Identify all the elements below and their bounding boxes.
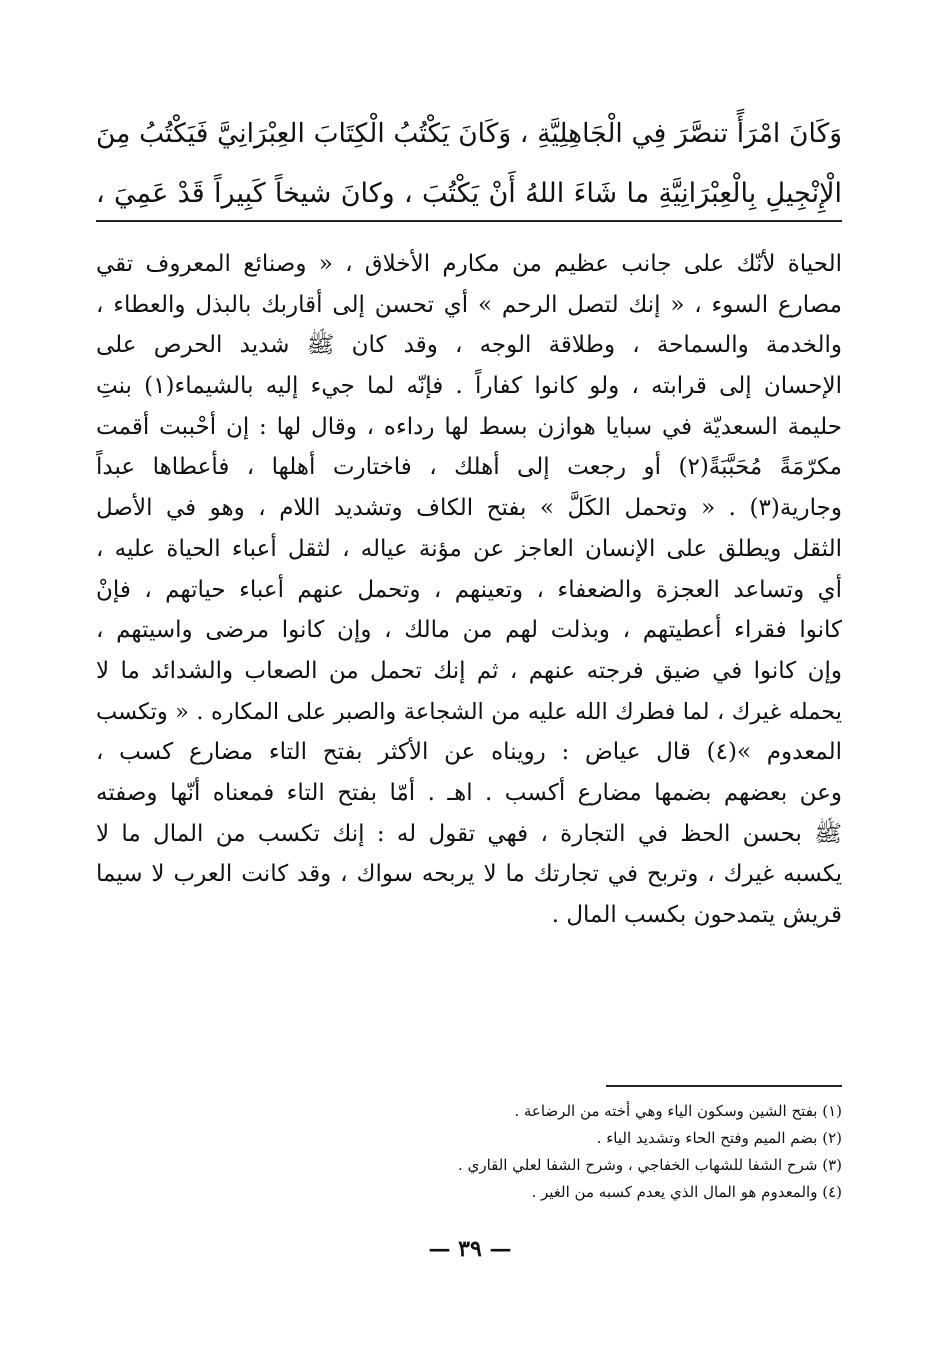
text-line: كانوا فقراء أعطيتهم ، وبذلت لهم من مالك ، وإن كانوا مرضى واسيتهم ، bbox=[96, 617, 842, 644]
text-line: المعدوم »(٤) قال عياض : رويناه عن الأكثر بفتح التاء مضارع كسب ، bbox=[96, 739, 842, 766]
text-line: الإحسان إلى قرابته ، ولو كانوا كفاراً . فإنّه لما جيء إليه بالشيماء(١) بنتِ bbox=[96, 373, 842, 400]
text-line: ﷺ بحسن الحظ في التجارة ، فهي تقول له : إنك تكسب من المال ما لا bbox=[96, 820, 842, 847]
text-line: الحياة لأنّك على جانب عظيم من مكارم الأخلاق ، « وصنائع المعروف تقي bbox=[96, 251, 842, 277]
commentary-text bbox=[96, 244, 842, 936]
quoted-passage bbox=[96, 104, 842, 224]
text-line: قريش يتمدحون بكسب المال . bbox=[551, 902, 842, 928]
page-number: — ٣٩ — bbox=[428, 1236, 512, 1262]
footnotes bbox=[300, 1098, 842, 1206]
quote-line: الْإِنْجِيلِ بِالْعِبْرَانِيَّةِ ما شَاءَ اللهُ أَنْ يَكْتُبَ ، وكانَ شيخاً كَبِيراً قَدْ عَمِيَ ، bbox=[96, 178, 842, 209]
footnote-separator bbox=[606, 1085, 842, 1087]
text-line: يكسبه غيرك ، وتربح في تجارتك ما لا يربحه سواك ، وقد كانت العرب لا سيما bbox=[96, 861, 842, 888]
text-line: أي وتساعد العجزة والضعفاء ، وتعينهم ، وتحمل عنهم أعباء حياتهم ، فإنْ bbox=[96, 576, 842, 603]
quote-line: وَكَانَ امْرَأً تنصَّرَ فِي الْجَاهِلِيَّةِ ، وَكَانَ يَكْتُبُ الْكِتَابَ العِبْرَانِيَّ فَيَكْتُبُ مِنَ bbox=[96, 118, 842, 149]
text-line: يحمله غيرك ، لما فطرك الله عليه من الشجاعة والصبر على المكاره . « وتكسب bbox=[96, 698, 842, 725]
text-line: مكرّمَةً مُحَبَّبَةً(٢) أو رجعت إلى أهلك ، فاختارت أهلها ، فأعطاها عبداً bbox=[96, 454, 842, 481]
text-line: وإن كانوا في ضيق فرجته عنهم ، ثم إنك تحمل من الصعاب والشدائد ما لا bbox=[96, 657, 842, 684]
footnote-2: (٢) بضم الميم وفتح الحاء وتشديد الياء . bbox=[596, 1129, 842, 1147]
text-line: وعن بعضهم بضمها مضارع أكسب . اهـ . أمّا بفتح التاء فمعناه أنّها وصفته bbox=[96, 779, 842, 806]
text-line: مصارع السوء ، « إنك لتصل الرحم » أي تحسن إلى أقاربك بالبذل والعطاء ، bbox=[96, 291, 842, 318]
footnote-4: (٤) والمعدوم هو المال الذي يعدم كسبه من الغير . bbox=[531, 1183, 842, 1201]
footnote-3: (٣) شرح الشفا للشهاب الخفاجي ، وشرح الشفا لعلي القاري . bbox=[458, 1156, 842, 1174]
text-line: الثقل ويطلق على الإنسان العاجز عن مؤنة عياله ، لثقل أعباء الحياة عليه ، bbox=[96, 535, 842, 562]
text-line: حليمة السعديّة في سبايا هوازن بسط لها رداءه ، وقال لها : إن أحْببت أقمت bbox=[96, 413, 842, 440]
text-line: وجارية(٣) . « وتحمل الكَلَّ » بفتح الكاف وتشديد اللام ، وهو في الأصل bbox=[96, 495, 842, 522]
footnote-1: (١) بفتح الشين وسكون الياء وهي أخته من الرضاعة . bbox=[514, 1102, 842, 1120]
quote-underline bbox=[96, 220, 842, 222]
text-line: والخدمة والسماحة ، وطلاقة الوجه ، وقد كان ﷺ شديد الحرص على bbox=[96, 332, 842, 359]
